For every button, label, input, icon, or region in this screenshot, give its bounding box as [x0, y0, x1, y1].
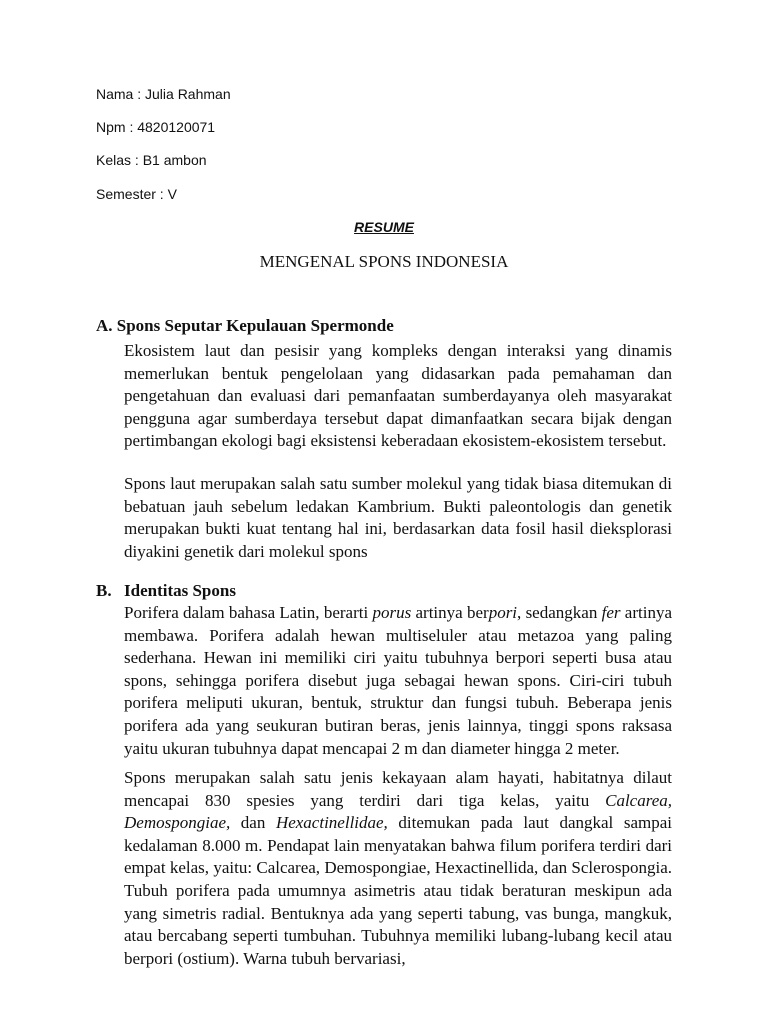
section-b-paragraph-1 — [124, 602, 672, 760]
section-b-letter: B. — [96, 581, 112, 600]
italic-term: pori — [488, 603, 518, 622]
text-run: Porifera dalam bahasa Latin, berarti — [124, 603, 373, 622]
student-class: Kelas : B1 ambon — [96, 152, 207, 168]
italic-term: Calcarea, Demospongiae, — [124, 790, 672, 833]
text-run: artinya membawa. Porifera adalah hewan multiseluler atau metazoa yang paling sederhana. Hewan ini memiliki ciri yaitu tubuhnya berpori seperti busa atau spons, sehingga porifera disebut juga sebagai hewan spons. Ciri-ciri tubuh porifera meliputi ukuran, bentuk, struktur dan fungsi tubuh. Beberapa jenis porifera ada yang seukuran butiran beras, jenis lainnya, tinggi spons raksasa yaitu ukuran tubuhnya dapat mencapai 2 m dan diameter hingga 2 meter. — [124, 603, 672, 758]
student-npm: Npm : 4820120071 — [96, 119, 216, 135]
italic-term: Hexactinellidae, — [275, 813, 388, 833]
text-run: Spons merupakan salah satu jenis kekayaan alam hayati, habitatnya dilaut mencapai 830 spesies yang terdiri dari tiga kelas, yaitu — [124, 768, 672, 810]
section-b-title: Identitas Spons — [124, 581, 236, 600]
resume-label: RESUME — [354, 219, 414, 235]
text-run: ditemukan pada laut dangkal sampai kedalaman 8.000 m. Pendapat lain menyatakan bahwa filum porifera terdiri dari empat kelas, yaitu: Calcarea, Demospongiae, Hexactinellida, dan Sclerospongia. Tubuh porifera pada umumnya asimetris atau tidak beraturan meskipun ada yang simetris radial. Bentuknya ada yang seperti tabung, vas bunga, mangkuk, atau bercabang seperti tumbuhan. Tubuhnya memiliki lubang-lubang kecil atau berpori (ostium). Warna tubuh bervariasi, — [124, 813, 673, 968]
text-run: , sedangkan — [517, 603, 602, 622]
section-b-heading — [96, 581, 236, 601]
student-semester: Semester : V — [96, 186, 177, 202]
text-run: artinya ber — [411, 603, 489, 622]
student-name: Nama : Julia Rahman — [96, 86, 231, 102]
section-a-paragraph-1: Ekosistem laut dan pesisir yang kompleks dengan interaksi yang dinamis memerlukan bentuk pengelolaan yang didasarkan pada pemahaman dan pengetahuan dan evaluasi dari pemanfaatan sumberdayanya oleh masyarakat pengguna agar sumberdaya tersebut dapat dimanfaatkan secara bijak dengan pertimbangan ekologi bagi eksistensi keberadaan ekosistem-ekosistem tersebut. — [124, 341, 672, 451]
section-a-paragraph-2: Spons laut merupakan salah satu sumber molekul yang tidak biasa ditemukan di bebatuan jauh sebelum ledakan Kambrium. Bukti paleontologis dan genetik merupakan bukti kuat tentang hal ini, berdasarkan data fosil hasil dieksplorasi diyakini genetik dari molekul spons — [124, 474, 672, 561]
section-a-heading: A. Spons Seputar Kepulauan Spermonde — [96, 316, 394, 335]
text-run: dan — [230, 813, 276, 833]
italic-term: porus — [372, 603, 412, 622]
section-b-paragraph-2 — [124, 767, 672, 970]
italic-term: fer — [601, 603, 621, 622]
document-title: MENGENAL SPONS INDONESIA — [259, 252, 509, 271]
